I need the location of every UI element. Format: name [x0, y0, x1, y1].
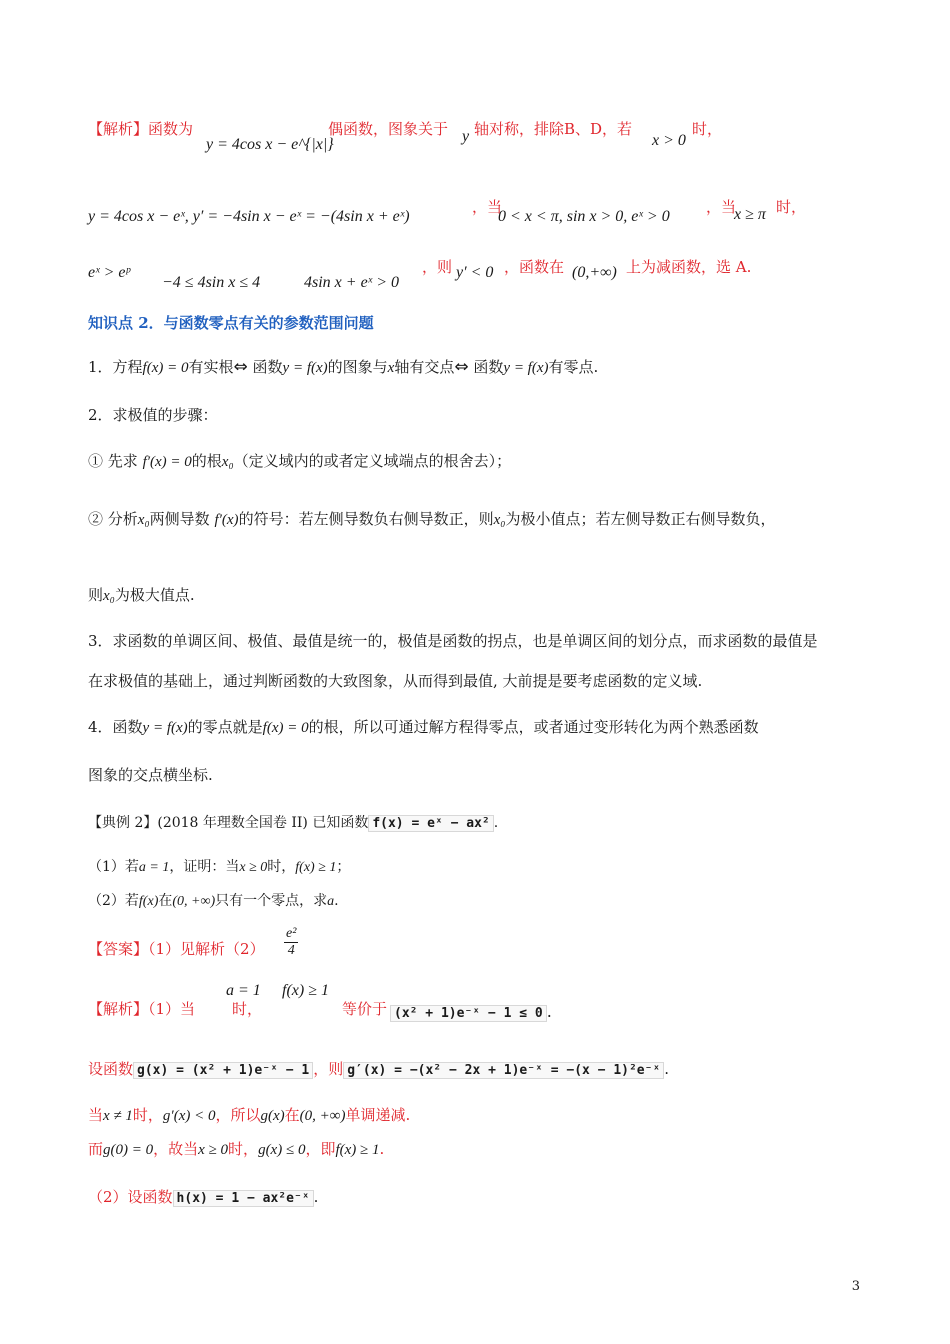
text: 的符号：若左侧导数负右侧导数正，则	[238, 510, 494, 528]
formula: (0, +∞)	[299, 1108, 346, 1124]
text: ，证明：当	[169, 859, 240, 875]
formula: f′(x)	[214, 512, 239, 528]
text: 函数	[473, 358, 504, 376]
text: 设函数	[88, 1060, 134, 1078]
analysis-label	[88, 118, 193, 139]
text: （2）设函数	[88, 1188, 173, 1206]
text: 在	[158, 893, 173, 909]
text: 【典例 2】(2018 年理数全国卷 II) 已知函数	[88, 815, 369, 831]
label-jiexi: 【解析】	[88, 1000, 149, 1018]
text: 两侧导数	[149, 510, 210, 528]
formula: f(x)	[138, 894, 159, 909]
formula: x ≠ 1	[103, 1108, 133, 1124]
step-2	[88, 508, 890, 531]
formula-sin-bound: −4 ≤ 4sin x ≤ 4	[162, 274, 261, 291]
var-x0: x₀	[137, 512, 150, 528]
step-1	[88, 450, 890, 473]
text: 则	[88, 586, 104, 604]
text: ，所以	[215, 1106, 261, 1124]
item-3-line-1: 3．求函数的单调区间、极值、最值是统一的，极值是函数的拐点，也是单调区间的划分点，而求函数的最值是	[88, 632, 818, 650]
text: （1）若	[88, 859, 139, 875]
text: ，故当	[153, 1140, 199, 1158]
item-4	[88, 716, 890, 739]
analysis-text: ，当	[472, 198, 503, 216]
formula: f(x) = 0	[142, 360, 189, 376]
label-jiexi: 【解析】	[88, 120, 149, 138]
text: 4．函数	[88, 718, 143, 736]
example-2-head	[88, 812, 890, 835]
formula: a	[327, 894, 335, 909]
text: 的图象与	[327, 358, 388, 376]
line-g	[88, 1058, 890, 1082]
text: （2）若	[88, 893, 139, 909]
text: 只有一个零点，求	[215, 893, 328, 909]
formula-box: f(x) = eˣ − ax²	[368, 815, 493, 832]
text: 单调递减.	[345, 1106, 411, 1124]
formula: g(0) = 0	[103, 1142, 154, 1158]
item-2: 2．求极值的步骤：	[88, 406, 218, 424]
text: 等价于	[342, 1000, 388, 1018]
text: 的根	[191, 452, 222, 470]
formula-derivative: y = 4cos x − eˣ, y′ = −4sin x − eˣ = −(4sin x + eˣ)	[88, 208, 410, 225]
example-2-part-1	[88, 856, 890, 879]
text: 为极小值点；若左侧导数正右侧导数负，	[505, 510, 776, 528]
formula: f(x) = 0	[262, 720, 309, 736]
text: .	[313, 1188, 319, 1206]
interval-zero-inf: (0,+∞)	[572, 264, 617, 281]
formula: x ≥ 0	[239, 860, 268, 875]
cond-x-ge-pi: x ≥ π	[734, 206, 766, 223]
analysis-text: ，函数在	[504, 258, 565, 276]
text: 的根，所以可通过解方程得零点，或者通过变形转化为两个熟悉函数	[308, 718, 759, 736]
formula-interval: 0 < x < π, sin x > 0, eˣ > 0	[498, 208, 670, 225]
analysis-text: ，则	[422, 258, 453, 276]
text: 函数	[252, 358, 283, 376]
cond-x-positive: x > 0	[652, 132, 686, 149]
fraction-e2-over-4	[284, 926, 298, 959]
text: 时，	[267, 859, 296, 875]
item-4-cont: 图象的交点横坐标.	[88, 766, 213, 784]
formula: f(x) ≥ 1	[295, 860, 337, 875]
text: （定义域内的或者定义域端点的根舍去）；	[233, 452, 512, 470]
text: 有实根	[188, 358, 234, 376]
text: 时，	[232, 1000, 263, 1018]
iff-symbol: ⇔	[454, 357, 469, 377]
text: ，即	[305, 1140, 336, 1158]
text: .	[546, 1002, 552, 1021]
text: .	[334, 893, 339, 909]
formula: a = 1	[226, 982, 261, 999]
formula: g(x)	[260, 1108, 285, 1124]
analysis-text: 轴对称，排除B、D，若	[474, 120, 633, 138]
text: .	[664, 1060, 670, 1078]
formula: x ≥ 0	[198, 1142, 229, 1158]
text: .	[379, 1140, 385, 1158]
text: 1．方程	[88, 358, 143, 376]
formula-box: g(x) = (x² + 1)e⁻ˣ − 1	[133, 1062, 313, 1079]
text: 时，	[132, 1106, 163, 1124]
formula: a = 1	[138, 860, 170, 875]
numerator: e²	[286, 926, 297, 941]
step-2-cont	[88, 584, 890, 607]
line-thus	[88, 1138, 890, 1161]
text: ② 分析	[88, 510, 138, 528]
line-h	[88, 1186, 890, 1210]
text: 在	[284, 1106, 300, 1124]
text: ，则	[313, 1060, 344, 1078]
formula: y = f(x)	[142, 720, 188, 736]
formula: y = f(x)	[503, 360, 549, 376]
text: 当	[88, 1106, 104, 1124]
denominator: 4	[287, 943, 295, 958]
text: ① 先求	[88, 452, 138, 470]
text: （1）见解析（2）	[148, 940, 265, 958]
analysis-text: 函数为	[148, 120, 194, 138]
var-y: y	[462, 128, 470, 145]
text: .	[493, 815, 499, 831]
answer-row	[88, 938, 265, 960]
iff-symbol: ⇔	[233, 357, 248, 377]
analysis-text: 上为减函数，选 A.	[626, 258, 752, 276]
analysis2-row	[88, 998, 195, 1019]
formula: g′(x) < 0	[162, 1108, 216, 1124]
formula: (0, +∞)	[172, 894, 216, 909]
formula: y = f(x)	[282, 360, 328, 376]
var-x0: x₀	[493, 512, 506, 528]
formula-box: h(x) = 1 − ax²e⁻ˣ	[173, 1190, 314, 1207]
text: （1）当	[148, 1000, 196, 1018]
formula-exp-ineq: eˣ > eᵖ	[88, 264, 131, 281]
formula-positive: 4sin x + eˣ > 0	[304, 274, 399, 291]
formula: f(x) ≥ 1	[282, 982, 329, 999]
text: 时，	[228, 1140, 259, 1158]
text: 有零点.	[548, 358, 599, 376]
formula: g(x) ≤ 0	[258, 1142, 306, 1158]
formula-even-function: y = 4cos x − e^{|x|}	[206, 136, 334, 153]
formula-box: g′(x) = −(x² − 2x + 1)e⁻ˣ = −(x − 1)²e⁻ˣ	[343, 1062, 664, 1079]
analysis-text: ，当	[706, 198, 737, 216]
formula-wrap	[390, 1002, 552, 1021]
formula-box: (x² + 1)e⁻ˣ − 1 ≤ 0	[390, 1005, 547, 1022]
example-2-part-2	[88, 890, 890, 913]
item-1	[88, 356, 890, 379]
formula-y-neg: y′ < 0	[456, 264, 494, 281]
label-answer: 【答案】	[88, 940, 149, 958]
formula: f′(x) = 0	[142, 454, 192, 470]
section-title: 知识点 2．与函数零点有关的参数范围问题	[88, 314, 374, 332]
text: 而	[88, 1140, 104, 1158]
page-number: 3	[851, 1279, 860, 1294]
var-x0: x₀	[221, 454, 234, 470]
line-decreasing	[88, 1104, 890, 1127]
text: 为极大值点.	[114, 586, 195, 604]
text: 轴有交点	[394, 358, 455, 376]
text: 的零点就是	[187, 718, 263, 736]
item-3-line-2: 在求极值的基础上，通过判断函数的大致图象，从而得到最值, 大前提是要考虑函数的定义域.	[88, 672, 703, 690]
analysis-text: 偶函数，图象关于	[328, 120, 449, 138]
var-x0: x₀	[103, 588, 115, 604]
analysis-text: 时，	[776, 198, 807, 216]
var-x: x	[387, 360, 395, 376]
analysis-text: 时，	[692, 120, 723, 138]
formula: f(x) ≥ 1	[335, 1142, 380, 1158]
text: ；	[336, 859, 351, 875]
